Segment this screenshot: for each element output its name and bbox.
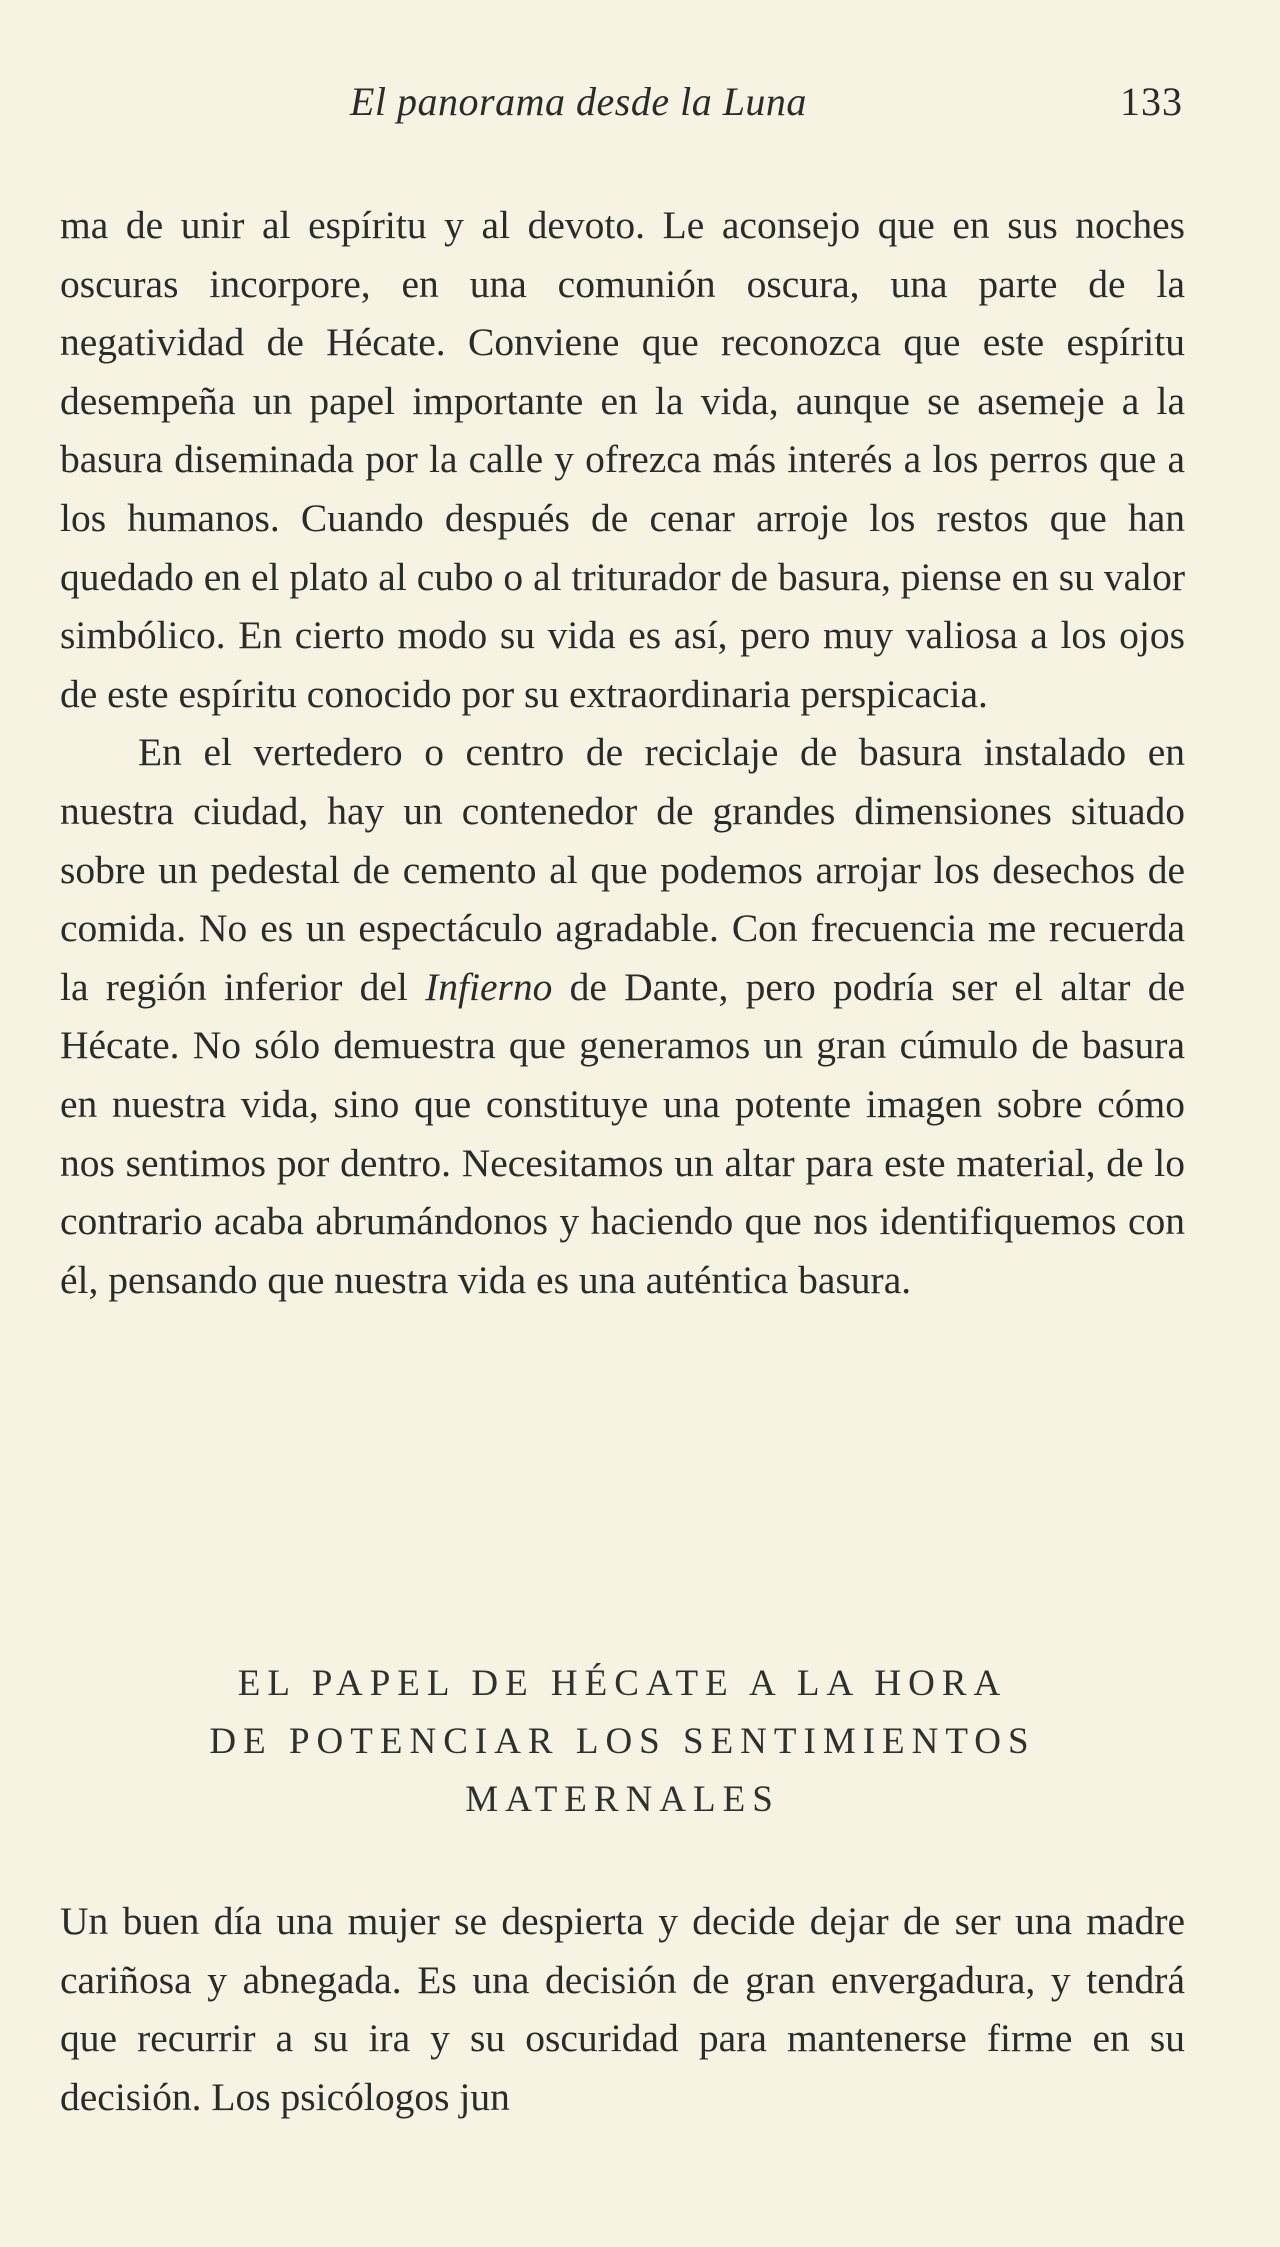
paragraph-text: de Dante, pero podría ser el altar de Hécate. No sólo demuestra que generamos un gran cúmulo de basura en nuestra vida, sino que constituye una potente imagen sobre cómo nos sentimos por dentro. Necesitamos un altar para este material, de lo contrario acaba abrumándonos y haciendo que nos identifiquemos con él, pensando que nuestra vida es una auténtica basura. — [60, 964, 1185, 1302]
paragraph-section-start: Un buen día una mujer se despierta y decide dejar de ser una madre cariñosa y abnegada. Es una decisión de gran envergadura, y tendrá que recurrir a su ira y su oscuridad para mantenerse firme en su decisión. Los psicólogos jun — [60, 1899, 1185, 2119]
italic-title-infierno: Infierno — [425, 964, 553, 1009]
running-head — [60, 78, 1185, 128]
paragraph-vertedero — [60, 723, 1185, 1309]
section-heading — [60, 1655, 1185, 1829]
section-heading-line-1: EL PAPEL DE HÉCATE A LA HORA — [237, 1663, 1008, 1704]
section-heading-line-2: DE POTENCIAR LOS SENTIMIENTOS — [209, 1721, 1036, 1762]
running-title: El panorama desde la Luna — [350, 79, 807, 124]
section-body-text — [60, 1892, 1185, 2126]
page-number: 133 — [1120, 79, 1183, 124]
book-page — [60, 0, 1185, 2247]
body-text — [60, 196, 1185, 1309]
paragraph-continued: ma de unir al espíritu y al devoto. Le aconsejo que en sus noches oscuras incorpore, en una comunión oscura, una parte de la negatividad de Hécate. Conviene que reconozca que este espíritu desempeña un papel importante en la vida, aunque se asemeje a la basura diseminada por la calle y ofrezca más interés a los perros que a los humanos. Cuando después de cenar arroje los restos que han quedado en el plato al cubo o al triturador de basura, piense en su valor simbólico. En cierto modo su vida es así, pero muy valiosa a los ojos de este espíritu conocido por su extraordinaria perspicacia. — [60, 203, 1185, 716]
section-heading-line-3: MATERNALES — [465, 1779, 780, 1820]
paragraph-text: En el vertedero o centro de reciclaje de basura instalado en nuestra ciudad, hay un contenedor de grandes dimensiones situado sobre un pedestal de cemento al que podemos arrojar los desechos de comida. No es un espectáculo agradable. Con frecuencia me recuerda la región inferior del — [60, 730, 1185, 1009]
